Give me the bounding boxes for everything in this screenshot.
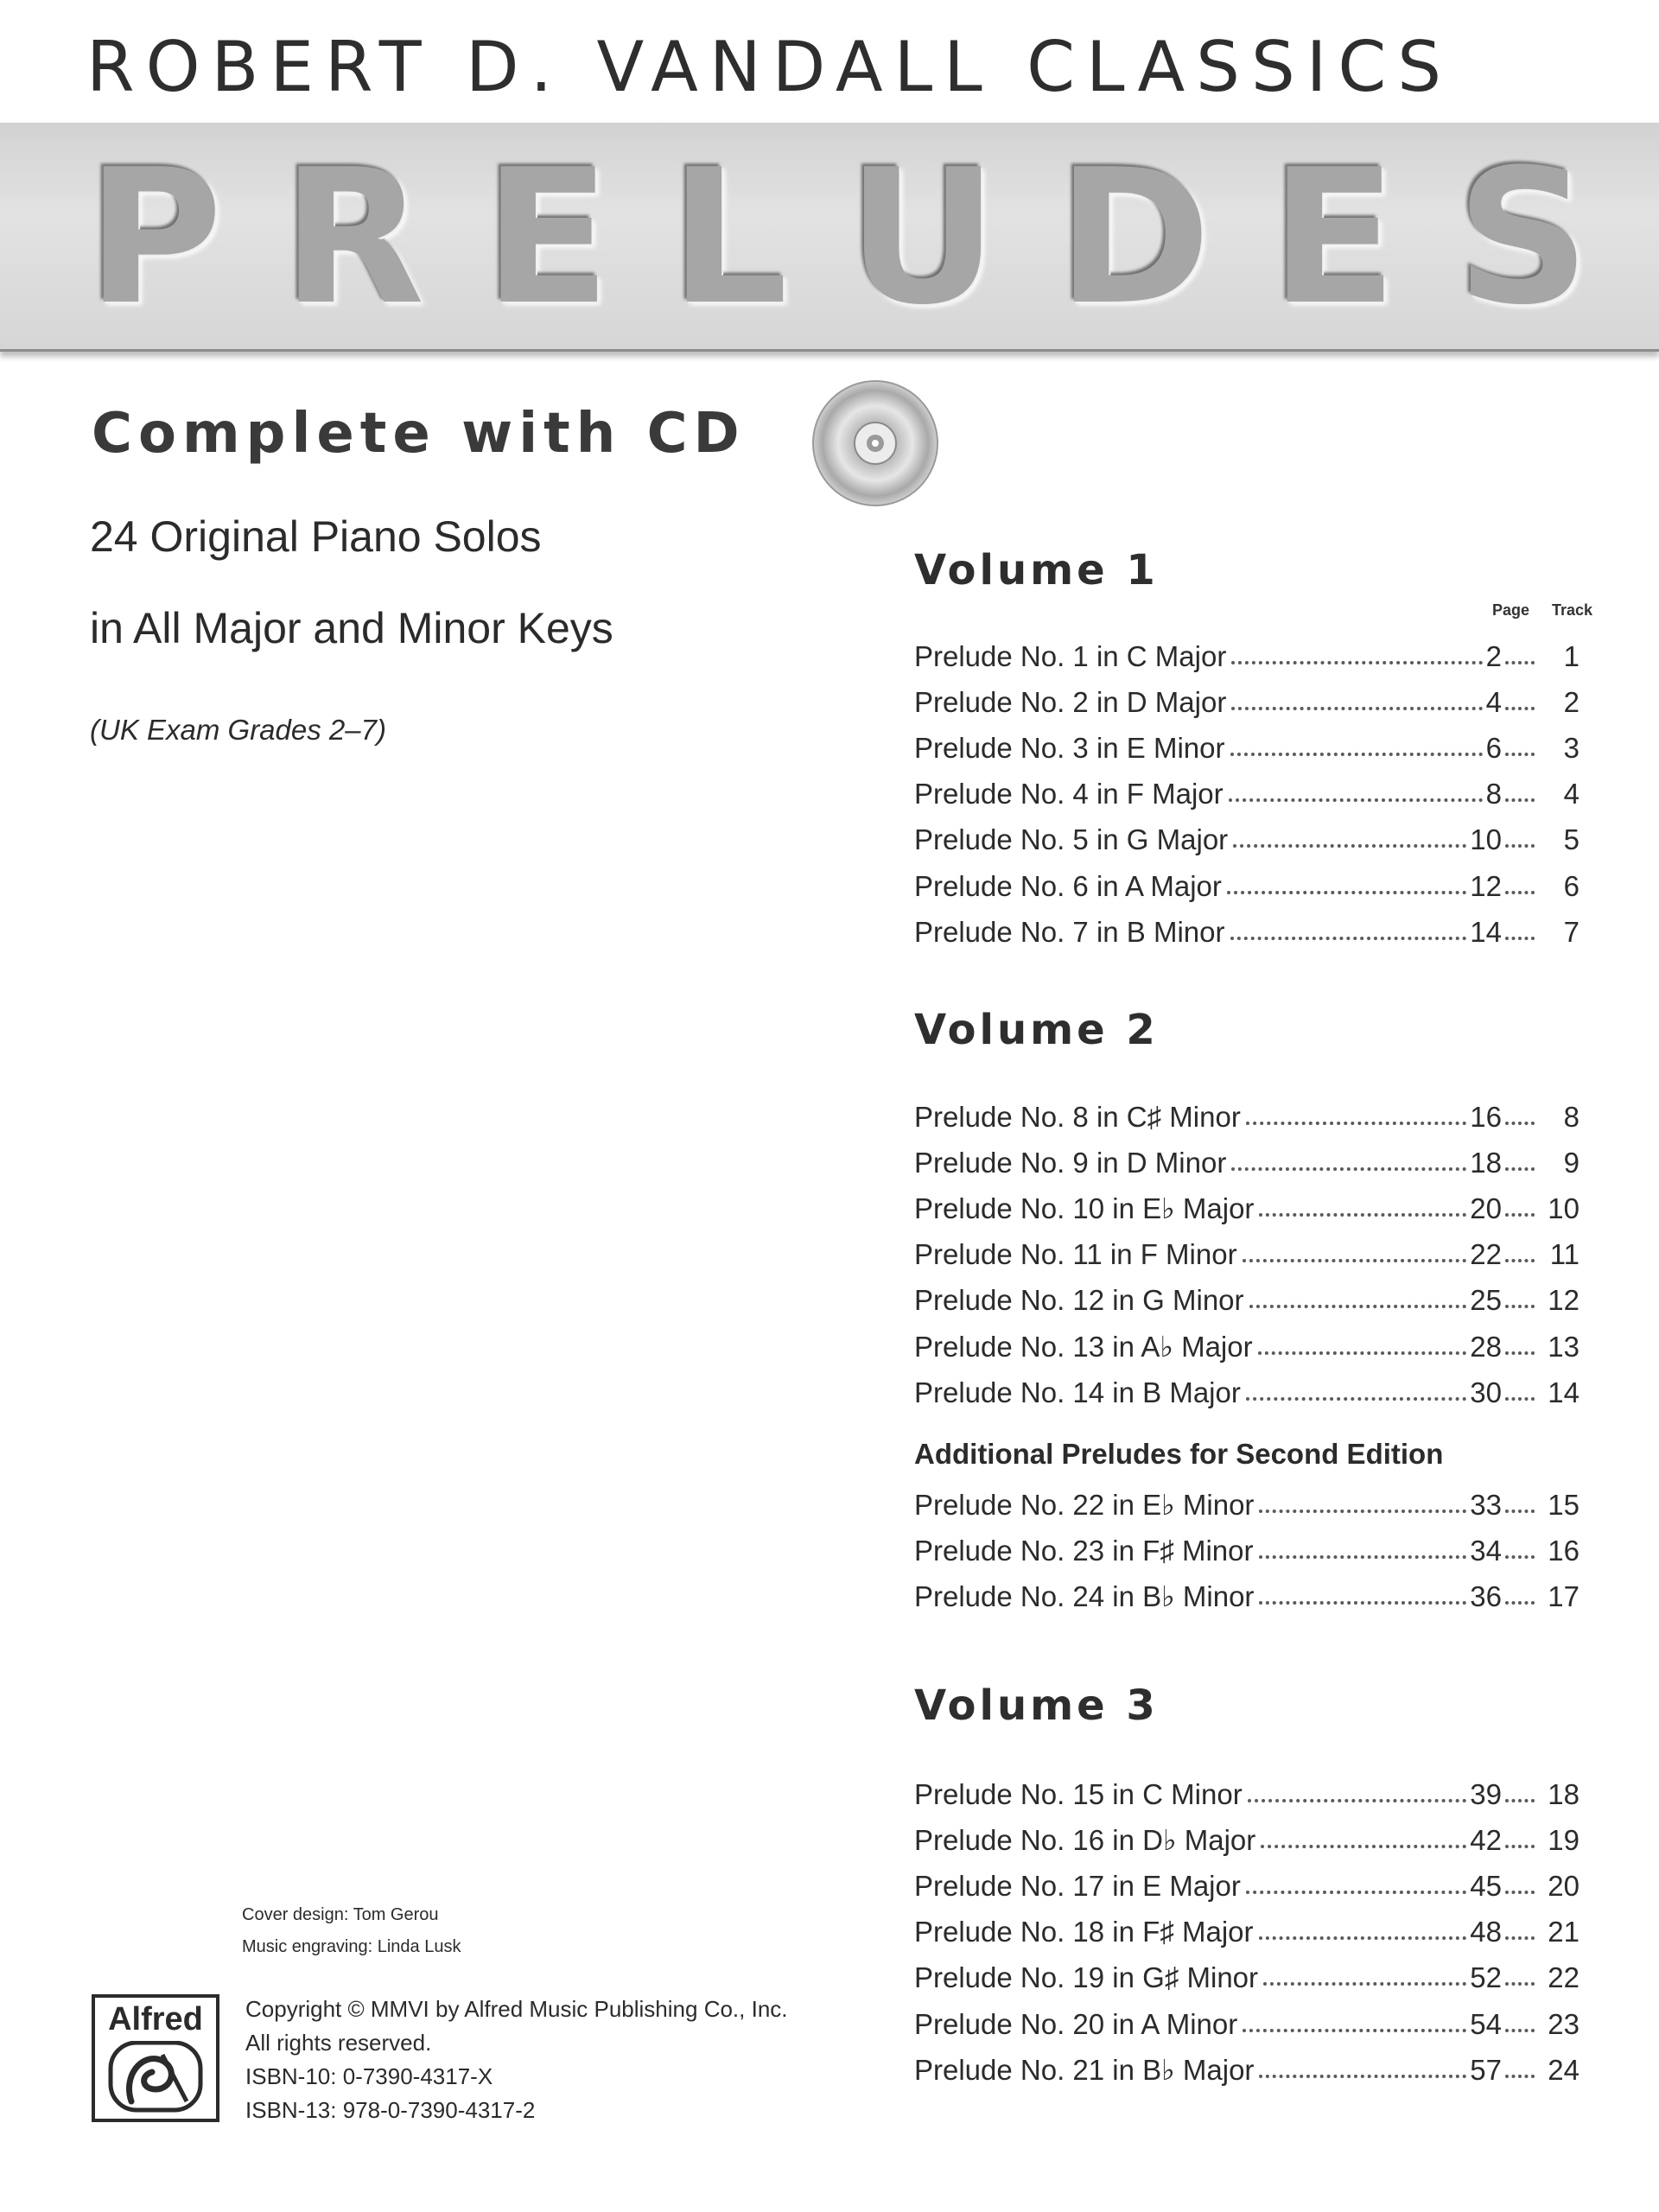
page-number: 22 <box>1470 1238 1502 1271</box>
page-number: 45 <box>1470 1869 1502 1902</box>
dot-leader <box>1259 1213 1466 1217</box>
dot-leader <box>1231 1167 1466 1171</box>
page-number: 12 <box>1470 869 1502 902</box>
page-number: 18 <box>1470 1146 1502 1179</box>
prelude-title: Prelude No. 3 in E Minor <box>914 731 1225 764</box>
dot-leader <box>1230 753 1483 756</box>
exam-grades-note: (UK Exam Grades 2–7) <box>90 714 386 746</box>
description-line-2: in All Major and Minor Keys <box>90 604 613 652</box>
track-number: 22 <box>1548 1961 1580 1994</box>
banner-letter: L <box>669 129 788 346</box>
prelude-title: Prelude No. 15 in C Minor <box>914 1777 1243 1810</box>
dot-leader <box>1259 1555 1467 1559</box>
track-number: 16 <box>1548 1534 1580 1567</box>
track-number: 23 <box>1548 2007 1580 2040</box>
cd-disc-icon <box>810 378 940 508</box>
dot-leader <box>1259 1510 1466 1513</box>
dot-leader <box>1505 753 1535 756</box>
prelude-title: Prelude No. 11 in F Minor <box>914 1238 1237 1271</box>
prelude-title: Prelude No. 23 in F♯ Minor <box>914 1534 1254 1567</box>
prelude-title: Prelude No. 18 in F♯ Major <box>914 1916 1254 1948</box>
dot-leader <box>1259 1936 1467 1940</box>
dot-leader <box>1505 2075 1535 2078</box>
dot-leader <box>1258 1351 1467 1355</box>
prelude-title: Prelude No. 1 in C Major <box>914 639 1227 672</box>
dot-leader <box>1505 891 1535 894</box>
page-number: 2 <box>1485 639 1502 672</box>
dot-leader <box>1505 1351 1535 1355</box>
list-item <box>914 1094 1580 1140</box>
banner-letter: E <box>483 129 611 346</box>
dot-leader <box>1505 1936 1535 1940</box>
isbn-13: ISBN-13: 978-0-7390-4317-2 <box>245 2097 536 2123</box>
dot-leader <box>1505 1122 1535 1125</box>
dot-leader <box>1259 2075 1466 2078</box>
alfred-logo-icon <box>92 1994 219 2122</box>
logo-text: Alfred <box>108 2001 203 2037</box>
prelude-title: Prelude No. 20 in A Minor <box>914 2007 1238 2040</box>
dot-leader <box>1505 1555 1535 1559</box>
dot-leader <box>1505 1982 1535 1986</box>
dot-leader <box>1505 1510 1535 1513</box>
dot-leader <box>1227 891 1466 894</box>
list-item <box>914 1482 1580 1528</box>
track-number: 9 <box>1563 1146 1580 1179</box>
volume-1-heading: Volume 1 <box>914 546 1159 594</box>
track-number: 15 <box>1548 1488 1580 1521</box>
track-number: 6 <box>1563 869 1580 902</box>
prelude-title: Prelude No. 10 in E♭ Major <box>914 1192 1255 1225</box>
page-number: 34 <box>1470 1534 1502 1567</box>
banner-letter: S <box>1456 129 1590 346</box>
track-number: 17 <box>1548 1580 1580 1612</box>
prelude-title: Prelude No. 8 in C♯ Minor <box>914 1100 1241 1133</box>
track-number: 5 <box>1563 823 1580 856</box>
list-item <box>914 1370 1580 1415</box>
track-number: 8 <box>1563 1100 1580 1133</box>
prelude-title: Prelude No. 13 in A♭ Major <box>914 1331 1253 1363</box>
dot-leader <box>1246 1122 1466 1125</box>
list-item <box>914 1278 1580 1324</box>
prelude-title: Prelude No. 16 in D♭ Major <box>914 1824 1256 1857</box>
list-item <box>914 633 1580 679</box>
list-item <box>914 863 1580 909</box>
page-column-header: Page <box>1492 601 1530 619</box>
page-number: 20 <box>1470 1192 1502 1224</box>
copyright-line: Copyright © MMVI by Alfred Music Publishing Co., Inc. <box>245 1996 788 2022</box>
music-engraving-credit: Music engraving: Linda Lusk <box>242 1937 461 1956</box>
dot-leader <box>1263 1982 1466 1986</box>
track-number: 21 <box>1548 1916 1580 1948</box>
volume-3-heading: Volume 3 <box>914 1681 1159 1730</box>
list-item <box>914 1324 1580 1370</box>
track-number: 11 <box>1549 1238 1580 1271</box>
banner-letter: P <box>86 129 223 346</box>
banner-letter: E <box>1269 129 1397 346</box>
cover-design-credit: Cover design: Tom Gerou <box>242 1905 439 1924</box>
track-number: 4 <box>1563 778 1580 810</box>
track-number: 7 <box>1563 915 1580 948</box>
track-number: 18 <box>1548 1777 1580 1810</box>
logo-mark <box>107 2041 204 2113</box>
list-item <box>914 909 1580 955</box>
page-number: 16 <box>1470 1100 1502 1133</box>
dot-leader <box>1505 661 1535 664</box>
page-number: 8 <box>1485 778 1502 810</box>
track-number: 12 <box>1548 1284 1580 1317</box>
dot-leader <box>1231 707 1482 710</box>
page-number: 52 <box>1470 1961 1502 1994</box>
list-item <box>914 1955 1580 2001</box>
prelude-title: Prelude No. 7 in B Minor <box>914 915 1225 948</box>
banner-title <box>86 129 1590 346</box>
banner-letter: D <box>1057 129 1211 346</box>
prelude-title: Prelude No. 22 in E♭ Minor <box>914 1489 1255 1522</box>
page-number: 42 <box>1470 1823 1502 1856</box>
dot-leader <box>1230 937 1467 940</box>
list-item <box>914 2047 1580 2093</box>
prelude-title: Prelude No. 6 in A Major <box>914 869 1222 902</box>
dot-leader <box>1505 844 1535 848</box>
list-item <box>914 817 1580 863</box>
list-item <box>914 1232 1580 1278</box>
prelude-title: Prelude No. 21 in B♭ Major <box>914 2054 1255 2087</box>
list-item <box>914 679 1580 725</box>
dot-leader <box>1248 1799 1467 1802</box>
rights-line: All rights reserved. <box>245 2030 432 2056</box>
track-number: 24 <box>1548 2053 1580 2086</box>
page-number: 48 <box>1470 1916 1502 1948</box>
page-number: 25 <box>1470 1284 1502 1317</box>
dot-leader <box>1505 2029 1535 2032</box>
dot-leader <box>1505 1799 1535 1802</box>
list-item <box>914 2001 1580 2047</box>
description-line-1: 24 Original Piano Solos <box>90 512 542 561</box>
additional-preludes-heading: Additional Preludes for Second Edition <box>914 1438 1444 1470</box>
page-number: 57 <box>1470 2053 1502 2086</box>
list-item <box>914 1910 1580 1955</box>
dot-leader <box>1233 844 1466 848</box>
page-number: 33 <box>1470 1488 1502 1521</box>
list-item <box>914 1528 1580 1573</box>
prelude-title: Prelude No. 2 in D Major <box>914 685 1227 718</box>
dot-leader <box>1505 1259 1535 1262</box>
track-number: 2 <box>1563 685 1580 718</box>
title-banner <box>0 123 1659 352</box>
prelude-title: Prelude No. 12 in G Minor <box>914 1284 1244 1317</box>
dot-leader <box>1246 1397 1466 1401</box>
additional-preludes-list <box>914 1482 1580 1620</box>
dot-leader <box>1505 937 1535 940</box>
page-number: 30 <box>1470 1376 1502 1408</box>
volume-2-list <box>914 1094 1580 1415</box>
dot-leader <box>1231 661 1482 664</box>
dot-leader <box>1505 1601 1535 1605</box>
dot-leader <box>1505 1845 1535 1848</box>
list-item <box>914 1185 1580 1231</box>
list-item <box>914 1863 1580 1909</box>
prelude-title: Prelude No. 19 in G♯ Minor <box>914 1961 1259 1994</box>
prelude-title: Prelude No. 9 in D Minor <box>914 1146 1227 1179</box>
dot-leader <box>1229 798 1483 802</box>
page-number: 6 <box>1485 731 1502 764</box>
list-item <box>914 1573 1580 1619</box>
track-number: 1 <box>1563 639 1580 672</box>
dot-leader <box>1249 1305 1467 1308</box>
dot-leader <box>1505 1891 1535 1894</box>
dot-leader <box>1505 1167 1535 1171</box>
track-number: 19 <box>1548 1823 1580 1856</box>
volume-3-list <box>914 1771 1580 2093</box>
volume-1-list <box>914 633 1580 955</box>
track-column-header: Track <box>1552 601 1593 619</box>
list-item <box>914 1817 1580 1863</box>
page-number: 10 <box>1470 823 1502 856</box>
dot-leader <box>1505 1305 1535 1308</box>
subtitle: Complete with CD <box>92 402 746 466</box>
page-number: 28 <box>1470 1330 1502 1363</box>
list-item <box>914 1140 1580 1185</box>
dot-leader <box>1243 1259 1467 1262</box>
track-number: 10 <box>1548 1192 1580 1224</box>
page-number: 39 <box>1470 1777 1502 1810</box>
prelude-title: Prelude No. 24 in B♭ Minor <box>914 1580 1255 1613</box>
list-item <box>914 1771 1580 1817</box>
dot-leader <box>1505 1213 1535 1217</box>
dot-leader <box>1505 798 1535 802</box>
dot-leader <box>1261 1845 1466 1848</box>
banner-letter: U <box>847 129 998 346</box>
volume-2-heading: Volume 2 <box>914 1006 1159 1054</box>
dot-leader <box>1259 1601 1466 1605</box>
page-number: 4 <box>1485 685 1502 718</box>
prelude-title: Prelude No. 4 in F Major <box>914 778 1224 810</box>
prelude-title: Prelude No. 14 in B Major <box>914 1376 1241 1408</box>
track-number: 13 <box>1548 1330 1580 1363</box>
track-number: 14 <box>1548 1376 1580 1408</box>
page-number: 36 <box>1470 1580 1502 1612</box>
track-number: 20 <box>1548 1869 1580 1902</box>
list-item <box>914 772 1580 817</box>
page-number: 14 <box>1470 915 1502 948</box>
prelude-title: Prelude No. 5 in G Major <box>914 823 1229 856</box>
prelude-title: Prelude No. 17 in E Major <box>914 1869 1241 1902</box>
track-number: 3 <box>1563 731 1580 764</box>
list-item <box>914 725 1580 771</box>
dot-leader <box>1505 707 1535 710</box>
series-title: ROBERT D. VANDALL CLASSICS <box>86 27 1452 107</box>
dot-leader <box>1505 1397 1535 1401</box>
isbn-10: ISBN-10: 0-7390-4317-X <box>245 2063 493 2089</box>
page-number: 54 <box>1470 2007 1502 2040</box>
dot-leader <box>1243 2029 1466 2032</box>
banner-letter: R <box>281 129 425 346</box>
dot-leader <box>1246 1891 1466 1894</box>
